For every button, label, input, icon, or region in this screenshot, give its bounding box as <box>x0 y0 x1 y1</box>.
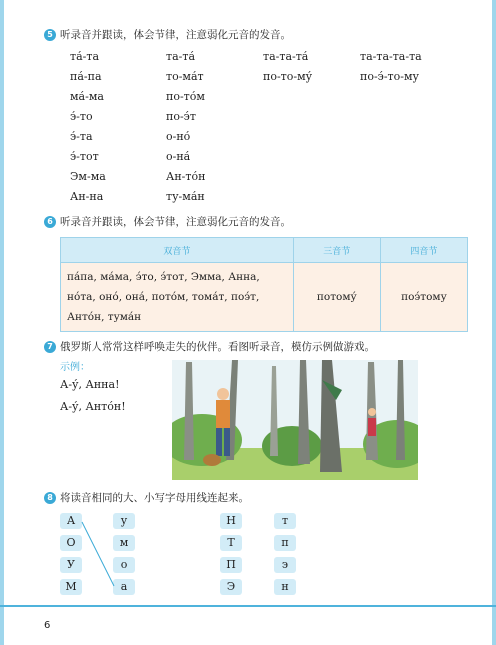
exercise-5-instruction: 听录音并跟读，体会节律，注意弱化元音的发音。 <box>60 29 291 41</box>
ex5-col1-row1: та́-та <box>70 50 100 63</box>
three-syllable-word: потому́ <box>293 263 380 332</box>
exercise-6-title <box>44 214 291 229</box>
letter-card[interactable]: н <box>274 579 296 595</box>
letter-card[interactable]: а <box>113 579 135 595</box>
bottom-rule <box>0 605 496 607</box>
ex5-col2-row1: та-та́ <box>166 50 196 63</box>
two-syllable-line: па́па, ма́ма, э́то, э́тот, Эмма, Анна, <box>67 271 260 283</box>
syllable-table <box>60 237 468 332</box>
four-syllable-word: поэ́тому <box>380 263 467 332</box>
ex5-col2-row3: по-то́м <box>166 90 205 103</box>
ex5-col1-row4: э́-то <box>70 110 93 123</box>
ex5-col2-row7: Ан-то́н <box>166 170 206 183</box>
right-margin-bar <box>492 0 496 645</box>
connecting-line <box>80 520 120 590</box>
example-line: А-у́, Анто́н! <box>60 400 126 413</box>
letter-card[interactable]: М <box>60 579 82 595</box>
ex5-col3-row2: по-то-му́ <box>263 70 313 83</box>
ex5-col1-row7: Эм-ма <box>70 170 106 183</box>
left-margin-bar <box>0 0 4 645</box>
ex5-col2-row4: по-э́т <box>166 110 196 123</box>
ex5-col2-row8: ту-ма́н <box>166 190 205 203</box>
header-three-syllable: 三音节 <box>293 238 380 263</box>
exercise-number-badge: 8 <box>44 492 56 504</box>
exercise-5-title <box>44 27 291 42</box>
ex5-col2-row5: о-но́ <box>166 130 191 143</box>
ex5-col4-row2: по-э́-то-му <box>360 70 420 83</box>
ex5-col4-row1: та-та-та-та <box>360 50 422 63</box>
letter-card[interactable]: Т <box>220 535 242 551</box>
exercise-number-badge: 5 <box>44 29 56 41</box>
exercise-7-title <box>44 339 375 354</box>
ex5-col1-row2: па́-па <box>70 70 102 83</box>
two-syllable-line: Анто́н, тума́н <box>67 311 142 323</box>
ex5-col1-row8: Ан-на <box>70 190 104 203</box>
header-four-syllable: 四音节 <box>380 238 467 263</box>
letter-card[interactable]: Н <box>220 513 242 529</box>
letter-card[interactable]: Э <box>220 579 242 595</box>
exercise-8-instruction: 将读音相同的大、小写字母用线连起来。 <box>60 492 249 504</box>
letter-card[interactable]: э <box>274 557 296 573</box>
example-label: 示例： <box>60 362 90 373</box>
ex5-col1-row6: э́-тот <box>70 150 99 163</box>
ex5-col1-row3: ма́-ма <box>70 90 104 103</box>
exercise-number-badge: 6 <box>44 216 56 228</box>
letter-card[interactable]: У <box>60 557 82 573</box>
header-two-syllable: 双音节 <box>61 238 294 263</box>
letter-card[interactable]: т <box>274 513 296 529</box>
exercise-8-title <box>44 490 249 505</box>
ex5-col1-row5: э́-та <box>70 130 93 143</box>
letter-card[interactable]: О <box>60 535 82 551</box>
letter-card[interactable]: А <box>60 513 82 529</box>
letter-card[interactable]: п <box>274 535 296 551</box>
letter-card[interactable]: П <box>220 557 242 573</box>
forest-illustration <box>172 360 418 480</box>
letter-card[interactable]: у <box>113 513 135 529</box>
exercise-number-badge: 7 <box>44 341 56 353</box>
ex5-col2-row6: о-на́ <box>166 150 191 163</box>
page-number: 6 <box>44 620 51 631</box>
letter-card[interactable]: о <box>113 557 135 573</box>
ex5-col2-row2: то-ма́т <box>166 70 204 83</box>
two-syllable-words <box>61 263 294 332</box>
ex5-col3-row1: та-та-та́ <box>263 50 309 63</box>
example-line: А-у́, Анна! <box>60 378 120 391</box>
two-syllable-line: но́та, оно́, она́, пото́м, тома́т, поэ́т, <box>67 291 260 303</box>
letter-card[interactable]: м <box>113 535 135 551</box>
exercise-7-instruction: 俄罗斯人常常这样呼唤走失的伙伴。看图听录音，模仿示例做游戏。 <box>60 341 375 353</box>
exercise-6-instruction: 听录音并跟读，体会节律，注意弱化元音的发音。 <box>60 216 291 228</box>
